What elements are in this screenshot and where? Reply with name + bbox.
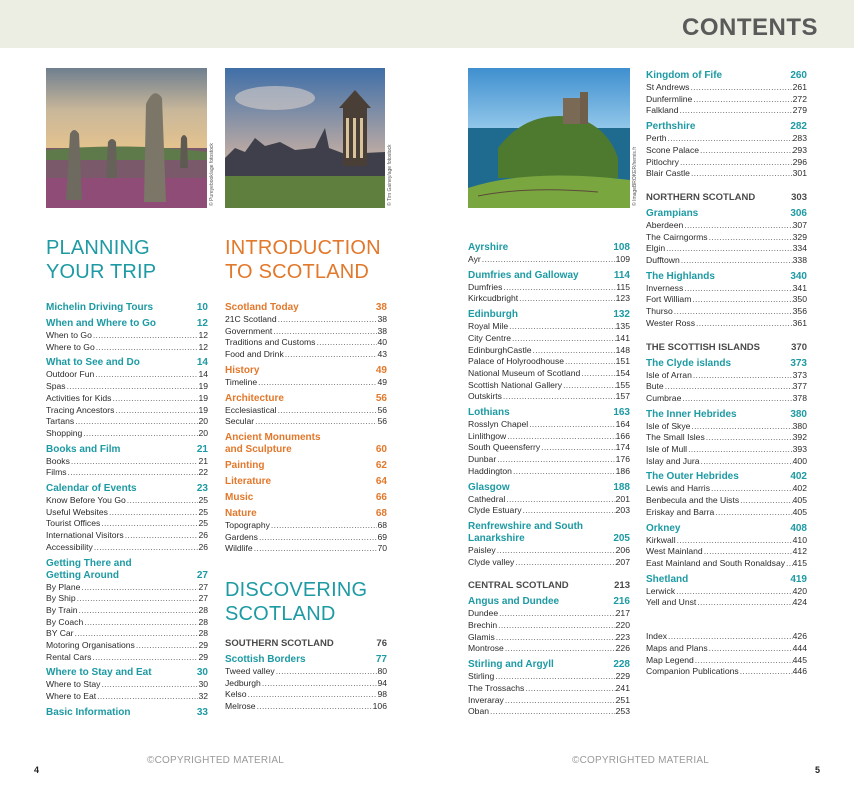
- leader-dots: [692, 94, 792, 106]
- leader-dots: [679, 157, 793, 169]
- leader-dots: [667, 631, 793, 643]
- copyright-notice: ©COPYRIGHTED MATERIAL: [147, 755, 284, 766]
- leader-dots: [253, 543, 378, 555]
- toc-entry[interactable]: By Train ..... 28: [46, 605, 208, 617]
- leader-dots: [94, 369, 198, 381]
- toc-section-heading[interactable]: Dumfries and Galloway 114: [468, 269, 630, 281]
- leader-dots: [739, 495, 792, 507]
- toc-entry[interactable]: Accessibility ..... 26: [46, 542, 208, 554]
- toc-entry[interactable]: Topography ..... 68: [225, 520, 387, 532]
- leader-dots: [93, 542, 199, 554]
- regions-toc-4: [646, 208, 807, 330]
- toc-section-heading[interactable]: Ancient Monuments and Sculpture 60: [225, 431, 387, 455]
- leader-dots: [664, 381, 793, 393]
- toc-entry[interactable]: Wester Ross ..... 361: [646, 318, 807, 330]
- toc-entry[interactable]: Maps and Plans ..... 444: [646, 643, 807, 655]
- toc-entry[interactable]: Scottish National Gallery ..... 155: [468, 380, 630, 392]
- toc-entry[interactable]: Kirkwall ..... 410: [646, 535, 807, 547]
- toc-entry[interactable]: Lerwick ..... 420: [646, 586, 807, 598]
- leader-dots: [270, 520, 378, 532]
- regions-toc-5: [646, 358, 807, 610]
- leader-dots: [257, 377, 377, 389]
- toc-entry[interactable]: Clyde Estuary ..... 203: [468, 505, 630, 517]
- toc-entry[interactable]: Isle of Mull ..... 393: [646, 444, 807, 456]
- toc-section-heading[interactable]: Glasgow 188: [468, 481, 630, 493]
- leader-dots: [522, 505, 616, 517]
- leader-dots: [506, 431, 615, 443]
- toc-section-heading[interactable]: Edinburgh 132: [468, 309, 630, 321]
- planning-title: PLANNING YOUR TRIP: [46, 237, 157, 283]
- leader-dots: [703, 546, 793, 558]
- toc-entry[interactable]: Outdoor Fun ..... 14: [46, 369, 208, 381]
- toc-section-heading[interactable]: The Inner Hebrides 380: [646, 408, 807, 420]
- toc-entry[interactable]: Stirling ..... 229: [468, 671, 630, 683]
- toc-entry[interactable]: City Centre ..... 141: [468, 333, 630, 345]
- toc-section-heading[interactable]: The Highlands 340: [646, 270, 807, 282]
- leader-dots: [481, 254, 616, 266]
- leader-dots: [680, 255, 793, 267]
- leader-dots: [496, 454, 615, 466]
- toc-entry[interactable]: Yell and Unst ..... 424: [646, 597, 807, 609]
- toc-entry[interactable]: Royal Mile ..... 135: [468, 321, 630, 333]
- leader-dots: [272, 326, 377, 338]
- toc-entry[interactable]: Wildlife ..... 70: [225, 543, 387, 555]
- toc-section-heading[interactable]: Painting 62: [225, 459, 387, 471]
- leader-dots: [135, 640, 199, 652]
- leader-dots: [695, 318, 793, 330]
- toc-section-heading[interactable]: When and Where to Go 12: [46, 318, 208, 329]
- toc-entry[interactable]: The Trossachs ..... 241: [468, 683, 630, 695]
- toc-entry[interactable]: Books ..... 21: [46, 456, 208, 468]
- toc-entry[interactable]: Tweed valley ..... 80: [225, 666, 387, 678]
- toc-entry[interactable]: Falkland ..... 279: [646, 105, 807, 117]
- planning-column: [46, 236, 208, 719]
- toc-entry[interactable]: Map Legend ..... 445: [646, 655, 807, 667]
- leader-dots: [681, 393, 792, 405]
- leader-dots: [496, 545, 616, 557]
- leader-dots: [689, 82, 792, 94]
- toc-entry[interactable]: Clyde valley ..... 207: [468, 557, 630, 569]
- toc-entry[interactable]: Jedburgh ..... 94: [225, 678, 387, 690]
- leader-dots: [495, 632, 616, 644]
- toc-entry[interactable]: Motoring Organisations ..... 29: [46, 640, 208, 652]
- leader-dots: [690, 421, 792, 433]
- toc-entry[interactable]: Benbecula and the Uists ..... 405: [646, 495, 807, 507]
- toc-entry[interactable]: The Small Isles ..... 392: [646, 432, 807, 444]
- toc-entry[interactable]: By Plane ..... 27: [46, 582, 208, 594]
- toc-section-heading[interactable]: Stirling and Argyll 228: [468, 659, 630, 671]
- toc-entry[interactable]: Gardens ..... 69: [225, 532, 387, 544]
- leader-dots: [504, 643, 616, 655]
- leader-dots: [315, 337, 377, 349]
- toc-entry[interactable]: Palace of Holyroodhouse ..... 151: [468, 356, 630, 368]
- leader-dots: [254, 416, 377, 428]
- leader-dots: [580, 368, 615, 380]
- toc-entry[interactable]: West Mainland ..... 412: [646, 546, 807, 558]
- toc-entry[interactable]: Tartans ..... 20: [46, 416, 208, 428]
- toc-entry[interactable]: Inverness ..... 341: [646, 283, 807, 295]
- leader-dots: [692, 370, 793, 382]
- toc-section-heading[interactable]: Literature 64: [225, 475, 387, 487]
- toc-entry[interactable]: Dundee ..... 217: [468, 608, 630, 620]
- leader-dots: [74, 416, 198, 428]
- leader-dots: [696, 597, 792, 609]
- toc-entry[interactable]: Linlithgow ..... 166: [468, 431, 630, 443]
- leader-dots: [247, 689, 378, 701]
- toc-entry[interactable]: Rental Cars ..... 29: [46, 652, 208, 664]
- toc-entry[interactable]: Spas ..... 19: [46, 381, 208, 393]
- dunnottar-castle-photo: [468, 68, 630, 208]
- toc-entry[interactable]: Isle of Skye ..... 380: [646, 421, 807, 433]
- toc-entry[interactable]: Where to Stay ..... 30: [46, 679, 208, 691]
- toc-entry[interactable]: Scone Palace ..... 293: [646, 145, 807, 157]
- toc-section-heading[interactable]: Lothians 163: [468, 407, 630, 419]
- toc-entry[interactable]: Where to Go ..... 12: [46, 342, 208, 354]
- region-heading[interactable]: SOUTHERN SCOTLAND 76: [225, 638, 387, 649]
- toc-section-heading[interactable]: Grampians 306: [646, 207, 807, 219]
- toc-entry[interactable]: Kirkcudbright ..... 123: [468, 293, 630, 305]
- toc-entry[interactable]: Blair Castle ..... 301: [646, 168, 807, 180]
- leader-dots: [710, 483, 793, 495]
- toc-section-heading[interactable]: What to See and Do 14: [46, 357, 208, 369]
- leader-dots: [708, 232, 793, 244]
- toc-entry[interactable]: Timeline ..... 49: [225, 377, 387, 389]
- toc-section-heading[interactable]: Basic Information 33: [46, 706, 208, 718]
- leader-dots: [258, 532, 377, 544]
- leader-dots: [277, 405, 378, 417]
- leader-dots: [714, 507, 792, 519]
- toc-entry[interactable]: Fort William ..... 350: [646, 294, 807, 306]
- toc-entry[interactable]: Oban ..... 253: [468, 706, 630, 718]
- toc-entry[interactable]: Montrose ..... 226: [468, 643, 630, 655]
- leader-dots: [512, 466, 616, 478]
- leader-dots: [497, 620, 616, 632]
- toc-section-heading[interactable]: Kingdom of Fife 260: [646, 70, 807, 81]
- toc-entry[interactable]: Secular ..... 56: [225, 416, 387, 428]
- leader-dots: [699, 145, 793, 157]
- toc-entry[interactable]: International Visitors ..... 26: [46, 530, 208, 542]
- leader-dots: [683, 220, 792, 232]
- leader-dots: [678, 105, 792, 117]
- toc-entry[interactable]: Companion Publications ..... 446: [646, 666, 807, 678]
- leader-dots: [76, 593, 199, 605]
- region-heading[interactable]: CENTRAL SCOTLAND 213: [468, 580, 630, 592]
- toc-entry[interactable]: Thurso ..... 356: [646, 306, 807, 318]
- leader-dots: [511, 333, 616, 345]
- edinburgh-skyline-photo: [225, 68, 385, 208]
- toc-entry[interactable]: Eriskay and Barra ..... 405: [646, 507, 807, 519]
- toc-entry[interactable]: Tracing Ancestors ..... 19: [46, 405, 208, 417]
- leader-dots: [505, 494, 615, 506]
- leader-dots: [108, 507, 199, 519]
- toc-section-heading[interactable]: Perthshire 282: [646, 121, 807, 133]
- leader-dots: [683, 283, 792, 295]
- leader-dots: [277, 314, 378, 326]
- toc-entry[interactable]: Dunfermline ..... 272: [646, 94, 807, 106]
- leader-dots: [100, 679, 198, 691]
- leader-dots: [111, 393, 198, 405]
- toc-entry[interactable]: Films ..... 22: [46, 467, 208, 479]
- toc-entry[interactable]: Traditions and Customs ..... 40: [225, 337, 387, 349]
- leader-dots: [83, 617, 198, 629]
- leader-dots: [514, 557, 615, 569]
- toc-entry[interactable]: Kelso ..... 98: [225, 689, 387, 701]
- toc-section-heading[interactable]: Scottish Borders 77: [225, 654, 387, 665]
- toc-section-heading[interactable]: Michelin Driving Tours 10: [46, 302, 208, 313]
- leader-dots: [564, 356, 616, 368]
- toc-entry[interactable]: 21C Scotland ..... 38: [225, 314, 387, 326]
- leader-dots: [91, 652, 198, 664]
- toc-entry[interactable]: BY Car ..... 28: [46, 628, 208, 640]
- leader-dots: [498, 608, 616, 620]
- leader-dots: [95, 342, 199, 354]
- toc-section-heading[interactable]: Getting There and Getting Around 27: [46, 557, 208, 581]
- toc-entry[interactable]: St Andrews ..... 261: [646, 82, 807, 94]
- toc-section-heading[interactable]: Orkney 408: [646, 522, 807, 534]
- toc-entry[interactable]: Melrose ..... 106: [225, 701, 387, 713]
- toc-entry[interactable]: By Ship ..... 27: [46, 593, 208, 605]
- leader-dots: [66, 381, 199, 393]
- leader-dots: [524, 683, 615, 695]
- page-title: CONTENTS: [682, 14, 818, 41]
- intro-toc: [225, 302, 387, 555]
- toc-entry[interactable]: Where to Eat ..... 32: [46, 691, 208, 703]
- toc-entry[interactable]: Bute ..... 377: [646, 381, 807, 393]
- toc-entry[interactable]: Shopping ..... 20: [46, 428, 208, 440]
- toc-section-heading[interactable]: Architecture 56: [225, 392, 387, 404]
- toc-entry[interactable]: Ecclesiastical ..... 56: [225, 405, 387, 417]
- toc-entry[interactable]: Dufftown ..... 338: [646, 255, 807, 267]
- discovering-title: DISCOVERING SCOTLAND: [225, 579, 368, 625]
- planning-toc: [46, 302, 208, 719]
- leader-dots: [708, 643, 793, 655]
- toc-section-heading[interactable]: Calendar of Events 23: [46, 483, 208, 495]
- toc-entry[interactable]: Outskirts ..... 157: [468, 391, 630, 403]
- leader-dots: [74, 628, 199, 640]
- leader-dots: [494, 671, 615, 683]
- toc-entry[interactable]: Elgin ..... 334: [646, 243, 807, 255]
- photo-credit: © ImageBROKER/hemis.fr: [632, 146, 638, 206]
- leader-dots: [540, 442, 616, 454]
- intro-column: [225, 236, 387, 555]
- toc-entry[interactable]: Rosslyn Chapel ..... 164: [468, 419, 630, 431]
- toc-entry[interactable]: South Queensferry ..... 174: [468, 442, 630, 454]
- toc-entry[interactable]: National Museum of Scotland ..... 154: [468, 368, 630, 380]
- discovering-toc: [225, 654, 387, 713]
- copyright-notice: ©COPYRIGHTED MATERIAL: [572, 755, 709, 766]
- leader-dots: [96, 691, 198, 703]
- leader-dots: [78, 605, 199, 617]
- toc-section-heading[interactable]: Renfrewshire and South Lanarkshire 205: [468, 520, 630, 544]
- leader-dots: [532, 345, 616, 357]
- leader-dots: [82, 428, 198, 440]
- page-number-left: 4: [34, 765, 40, 775]
- toc-entry[interactable]: Lewis and Harris ..... 402: [646, 483, 807, 495]
- toc-entry[interactable]: By Coach ..... 28: [46, 617, 208, 629]
- photo-credit: © Tim Gainey/age fotostock: [387, 144, 393, 206]
- toc-section-heading[interactable]: Books and Film 21: [46, 443, 208, 455]
- toc-entry[interactable]: Government ..... 38: [225, 326, 387, 338]
- page-number-right: 5: [815, 765, 821, 775]
- leader-dots: [92, 330, 199, 342]
- toc-section-heading[interactable]: Music 66: [225, 491, 387, 503]
- toc-entry[interactable]: Cumbrae ..... 378: [646, 393, 807, 405]
- toc-section-heading[interactable]: Nature 68: [225, 507, 387, 519]
- toc-entry[interactable]: Tourist Offices ..... 25: [46, 518, 208, 530]
- leader-dots: [665, 243, 793, 255]
- toc-section-heading[interactable]: Angus and Dundee 216: [468, 596, 630, 608]
- toc-entry[interactable]: Paisley ..... 206: [468, 545, 630, 557]
- leader-dots: [67, 467, 199, 479]
- toc-entry[interactable]: The Cairngorms ..... 329: [646, 232, 807, 244]
- toc-entry[interactable]: Perth ..... 283: [646, 133, 807, 145]
- leader-dots: [256, 701, 373, 713]
- leader-dots: [70, 456, 199, 468]
- leader-dots: [673, 306, 793, 318]
- toc-section-heading[interactable]: Scotland Today 38: [225, 302, 387, 313]
- leader-dots: [705, 432, 793, 444]
- toc-section-heading[interactable]: Shetland 419: [646, 573, 807, 585]
- toc-entry[interactable]: Glamis ..... 223: [468, 632, 630, 644]
- leader-dots: [508, 321, 616, 333]
- toc-section-heading[interactable]: Ayrshire 108: [468, 242, 630, 253]
- leader-dots: [785, 558, 793, 570]
- leader-dots: [489, 706, 616, 718]
- toc-entry[interactable]: Islay and Jura ..... 400: [646, 456, 807, 468]
- toc-entry[interactable]: Isle of Arran ..... 373: [646, 370, 807, 382]
- leader-dots: [676, 535, 793, 547]
- leader-dots: [691, 294, 792, 306]
- toc-entry[interactable]: Know Before You Go ..... 25: [46, 495, 208, 507]
- toc-entry[interactable]: East Mainland and South Ronaldsay ..... 415: [646, 558, 807, 570]
- photo-credit: © Pureyebook/age fotostock: [209, 143, 215, 206]
- leader-dots: [124, 530, 199, 542]
- leader-dots: [739, 666, 793, 678]
- toc-section-heading[interactable]: The Clyde islands 373: [646, 357, 807, 369]
- leader-dots: [675, 586, 793, 598]
- leader-dots: [518, 293, 616, 305]
- leader-dots: [528, 419, 615, 431]
- leader-dots: [562, 380, 616, 392]
- leader-dots: [667, 133, 793, 145]
- toc-entry[interactable]: Brechin ..... 220: [468, 620, 630, 632]
- toc-entry[interactable]: When to Go ..... 12: [46, 330, 208, 342]
- leader-dots: [284, 349, 378, 361]
- toc-entry[interactable]: Useful Websites ..... 25: [46, 507, 208, 519]
- toc-entry[interactable]: Pitlochry ..... 296: [646, 157, 807, 169]
- toc-entry[interactable]: Activities for Kids ..... 19: [46, 393, 208, 405]
- toc-entry[interactable]: Food and Drink ..... 43: [225, 349, 387, 361]
- toc-entry[interactable]: Ayr ..... 109: [468, 254, 630, 266]
- discovering-column: [225, 578, 387, 713]
- leader-dots: [126, 495, 199, 507]
- toc-entry[interactable]: Cathedral ..... 201: [468, 494, 630, 506]
- regions-toc-2: [468, 596, 630, 718]
- back-matter-toc: [646, 631, 807, 678]
- leader-dots: [694, 655, 793, 667]
- leader-dots: [114, 405, 198, 417]
- leader-dots: [687, 444, 793, 456]
- toc-entry[interactable]: Haddington ..... 186: [468, 466, 630, 478]
- regions-toc-3: [646, 70, 807, 180]
- standing-stones-photo: [46, 68, 207, 208]
- toc-entry[interactable]: Aberdeen ..... 307: [646, 220, 807, 232]
- leader-dots: [261, 678, 378, 690]
- leader-dots: [504, 695, 616, 707]
- toc-entry[interactable]: Dunbar ..... 176: [468, 454, 630, 466]
- toc-section-heading[interactable]: The Outer Hebrides 402: [646, 471, 807, 483]
- region-heading[interactable]: NORTHERN SCOTLAND 303: [646, 191, 807, 203]
- leader-dots: [690, 168, 793, 180]
- leader-dots: [502, 391, 616, 403]
- leader-dots: [275, 666, 378, 678]
- leader-dots: [700, 456, 793, 468]
- leader-dots: [502, 282, 616, 294]
- toc-entry[interactable]: Dumfries ..... 115: [468, 282, 630, 294]
- regions-toc-1: [468, 242, 630, 568]
- toc-entry[interactable]: EdinburghCastle ..... 148: [468, 345, 630, 357]
- toc-section-heading[interactable]: Where to Stay and Eat 30: [46, 667, 208, 679]
- toc-section-heading[interactable]: History 49: [225, 364, 387, 376]
- regions-column-1: [468, 238, 630, 718]
- leader-dots: [100, 518, 198, 530]
- regions-column-2: [646, 66, 807, 678]
- toc-entry[interactable]: Inveraray ..... 251: [468, 695, 630, 707]
- intro-title: INTRODUCTION TO SCOTLAND: [225, 237, 381, 283]
- toc-entry[interactable]: Index ..... 426: [646, 631, 807, 643]
- leader-dots: [80, 582, 198, 594]
- region-heading[interactable]: THE SCOTTISH ISLANDS 370: [646, 341, 807, 353]
